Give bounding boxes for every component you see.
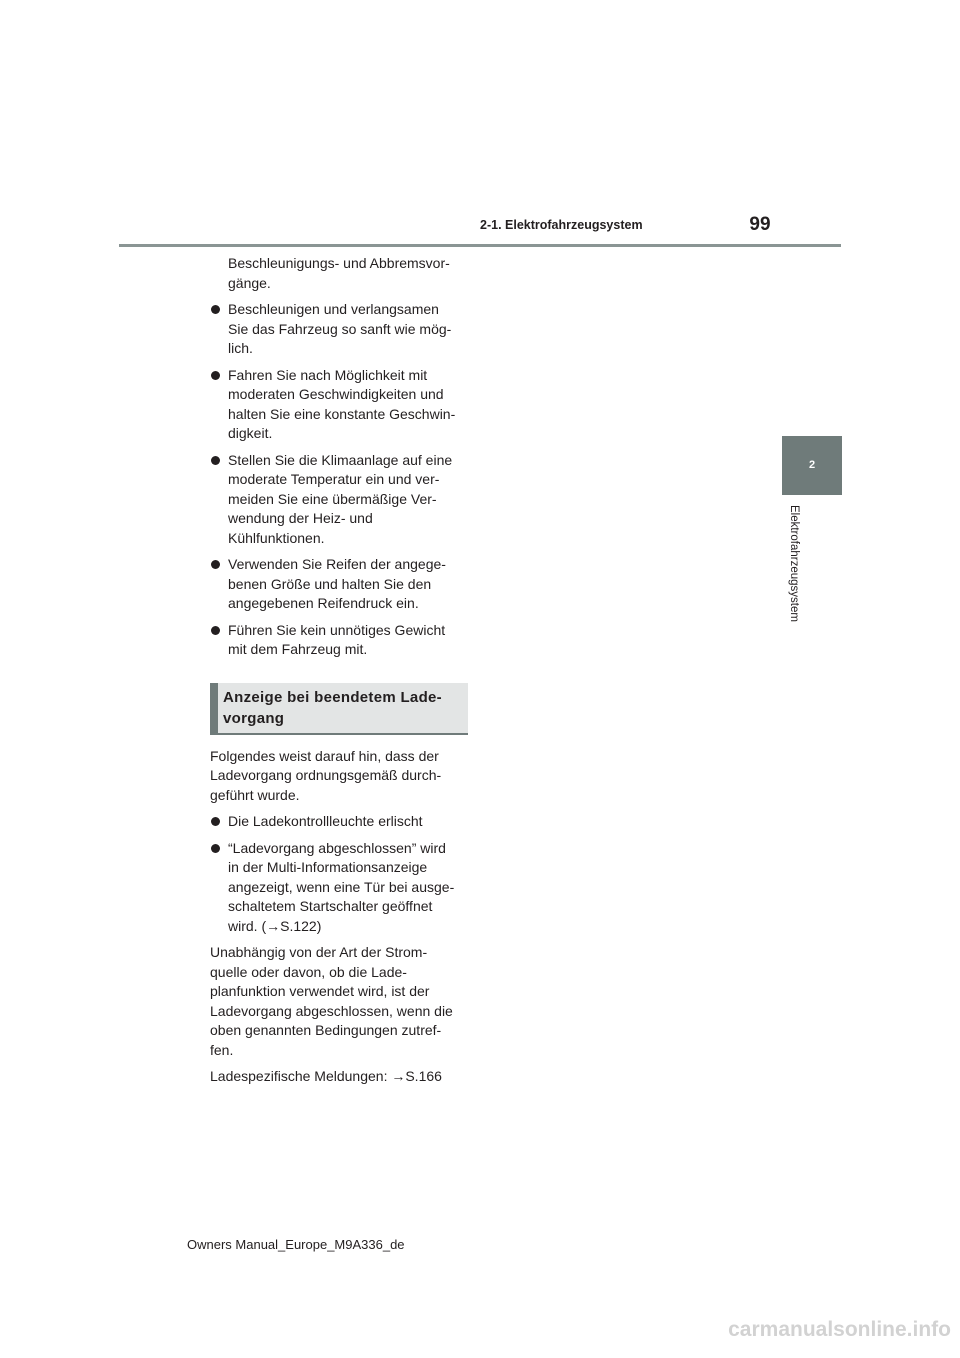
watermark: carmanualsonline.info <box>728 1318 951 1341</box>
bullet-icon <box>211 371 220 380</box>
list-item: Fahren Sie nach Möglichkeit mit moderaten Geschwindigkeiten und halten Sie eine konstante Geschwin- digkeit. <box>210 366 472 444</box>
list-item: Beschleunigen und verlangsamen Sie das Fahrzeug so sanft wie mög- lich. <box>210 300 472 359</box>
bullet-icon <box>211 626 220 635</box>
list-item: Verwenden Sie Reifen der angege- benen Größe und halten Sie den angegebenen Reifendruck ein. <box>210 555 472 614</box>
bullet-icon <box>211 456 220 465</box>
header-rule <box>119 244 841 247</box>
running-header: 2-1. Elektrofahrzeugsystem <box>480 218 643 232</box>
chapter-tab: 2 <box>782 436 842 495</box>
list-item: Führen Sie kein unnötiges Gewicht mit dem Fahrzeug mit. <box>210 621 472 660</box>
bullet-icon <box>211 817 220 826</box>
bullet-icon <box>211 305 220 314</box>
page-reference-link[interactable]: Ladespezifische Meldungen: →S.166 <box>210 1068 442 1084</box>
text-line: gänge. <box>228 274 271 291</box>
intro-continuation <box>210 254 472 293</box>
text-line: Beschleunigungs- und Abbremsvor- <box>228 255 450 271</box>
bullet-icon <box>211 560 220 569</box>
tips-list <box>210 300 472 660</box>
list-item: “Ladevorgang abgeschlossen” wird in der Multi-Informationsanzeige angezeigt, wenn eine Tür bei ausge- schaltetem Startschalter geöffnet wird. (→S.122) <box>210 839 472 937</box>
section-heading: Anzeige bei beendetem Lade- vorgang <box>210 683 468 735</box>
list-item: Die Ladekontrollleuchte erlischt <box>210 812 472 832</box>
main-content <box>210 254 472 1094</box>
footer-text: Owners Manual_Europe_M9A336_de <box>187 1237 405 1252</box>
bullet-icon <box>211 844 220 853</box>
paragraph: Folgendes weist darauf hin, dass der Ladevorgang ordnungsgemäß durch- geführt wurde. <box>210 747 442 803</box>
paragraph: Unabhängig von der Art der Strom- quelle oder davon, ob die Lade- planfunktion verwendet wird, ist der Ladevorgang abgeschlossen, wenn die oben genannten Bedingungen zutref- fen. <box>210 944 453 1058</box>
page-number: 99 <box>749 214 771 235</box>
chapter-label: Elektrofahrzeugsystem <box>788 505 800 622</box>
list-item: Stellen Sie die Klimaanlage auf eine moderate Temperatur ein und ver- meiden Sie eine übermäßige Ver- wendung der Heiz- und Kühlfunktionen. <box>210 451 472 549</box>
paragraph <box>210 1067 472 1087</box>
page-reference-link[interactable]: wird. (→S.122) <box>228 917 322 934</box>
indicators-list <box>210 812 472 936</box>
